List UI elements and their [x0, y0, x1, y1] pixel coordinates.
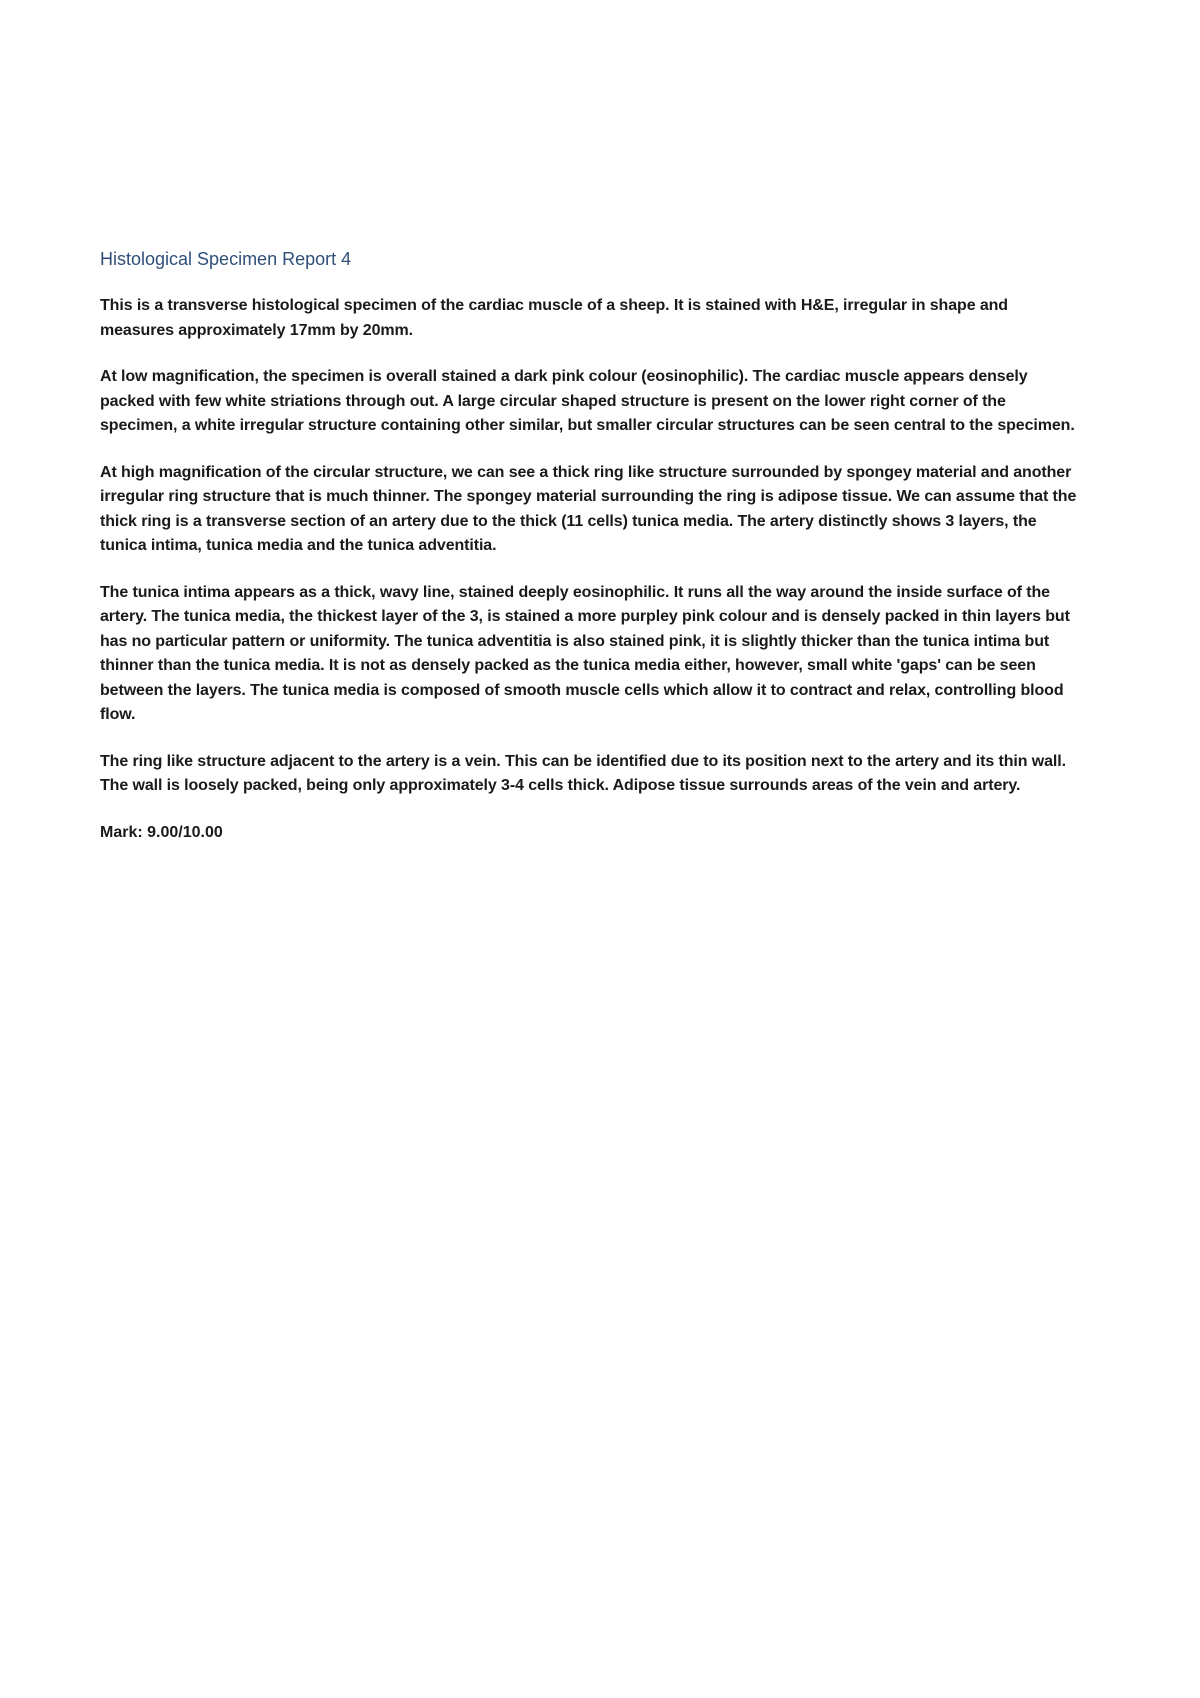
- paragraph-low-magnification: At low magnification, the specimen is overall stained a dark pink colour (eosinophilic). The cardiac muscle appears densely packed with few white striations through out. A large circular shaped structure is present on the lower right corner of the specimen, a white irregular structure containing other similar, but smaller circular structures can be seen central to the specimen.: [100, 368, 1075, 434]
- mark-score: Mark: 9.00/10.00: [100, 823, 223, 841]
- paragraph-tunica-layers: The tunica intima appears as a thick, wavy line, stained deeply eosinophilic. It runs all the way around the inside surface of the artery. The tunica media, the thickest layer of the 3, is stained a more purpley pink colour and is densely packed in thin layers but has no particular pattern or uniformity. The tunica adventitia is also stained pink, it is slightly thicker than the tunica intima but thinner than the tunica media. It is not as densely packed as the tunica media either, however, small white 'gaps' can be seen between the layers. The tunica media is composed of smooth muscle cells which allow it to contract and relax, controlling blood flow.: [100, 583, 1070, 723]
- document-title: Histological Specimen Report 4: [100, 249, 352, 269]
- paragraph-overview: This is a transverse histological specimen of the cardiac muscle of a sheep. It is stained with H&E, irregular in shape and measures approximately 17mm by 20mm.: [100, 297, 1008, 339]
- document-body: [100, 246, 1080, 845]
- paragraph-vein: The ring like structure adjacent to the artery is a vein. This can be identified due to its position next to the artery and its thin wall. The wall is loosely packed, being only approximately 3-4 cells thick. Adipose tissue surrounds areas of the vein and artery.: [100, 752, 1066, 794]
- paragraph-high-magnification: At high magnification of the circular structure, we can see a thick ring like structure surrounded by spongey material and another irregular ring structure that is much thinner. The spongey material surrounding the ring is adipose tissue. We can assume that the thick ring is a transverse section of an artery due to the thick (11 cells) tunica media. The artery distinctly shows 3 layers, the tunica intima, tunica media and the tunica adventitia.: [100, 463, 1077, 554]
